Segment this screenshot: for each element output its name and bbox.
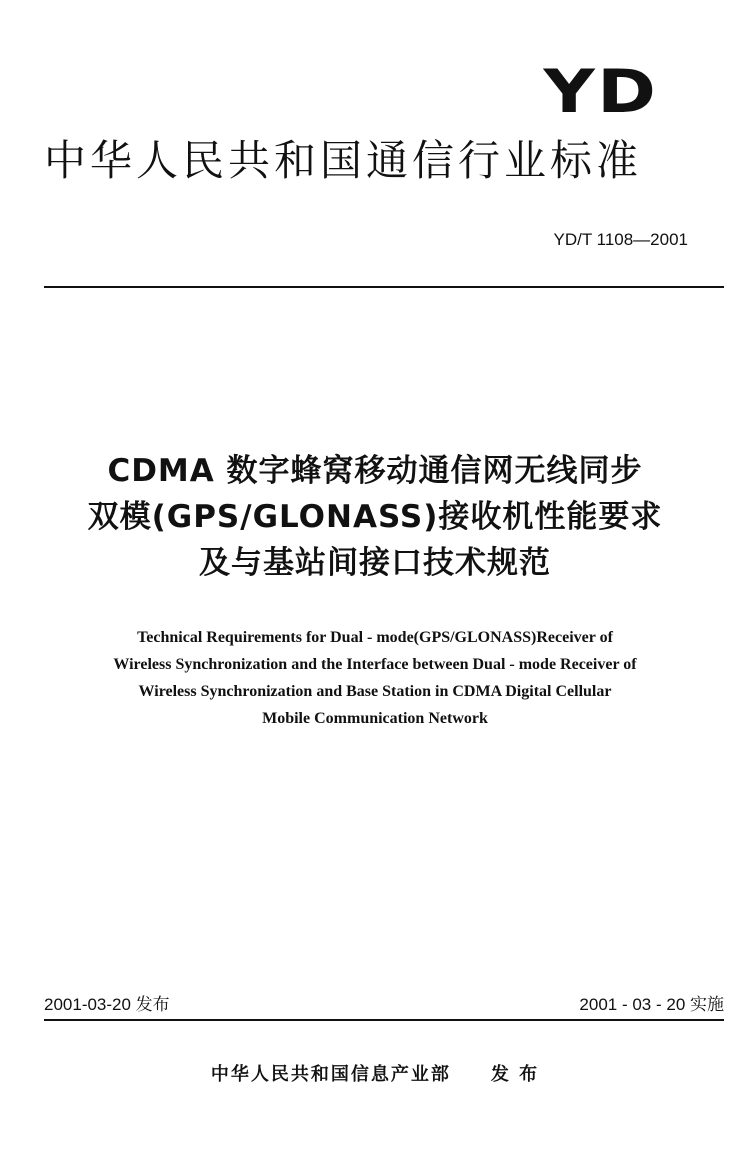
publisher-name: 中华人民共和国信息产业部 (210, 1064, 451, 1085)
publisher-line (0, 1060, 750, 1086)
chinese-title (20, 448, 730, 586)
standard-category-title: 中华人民共和国通信行业标准 (44, 136, 643, 185)
top-divider (44, 286, 724, 288)
yd-logo: YD (543, 57, 658, 127)
english-title-line-3: Wireless Synchronization and Base Station in CDMA Digital Cellular (138, 683, 612, 700)
bottom-divider (44, 1019, 724, 1021)
english-title-line-1: Technical Requirements for Dual - mode(GPS/GLONASS)Receiver of (137, 629, 613, 646)
chinese-title-line-3: 及与基站间接口技术规范 (199, 545, 551, 581)
chinese-title-line-2: 双模(GPS/GLONASS)接收机性能要求 (87, 499, 663, 535)
english-title-line-2: Wireless Synchronization and the Interface between Dual - mode Receiver of (113, 656, 637, 673)
publish-label: 发 布 (490, 1064, 540, 1085)
english-title (20, 624, 730, 732)
issue-date: 2001-03-20 发布 (44, 995, 170, 1014)
standard-number: YD/T 1108—2001 (553, 230, 688, 249)
chinese-title-line-1: CDMA 数字蜂窝移动通信网无线同步 (107, 453, 643, 489)
implementation-date: 2001 - 03 - 20 实施 (579, 995, 724, 1014)
english-title-line-4: Mobile Communication Network (262, 710, 488, 727)
